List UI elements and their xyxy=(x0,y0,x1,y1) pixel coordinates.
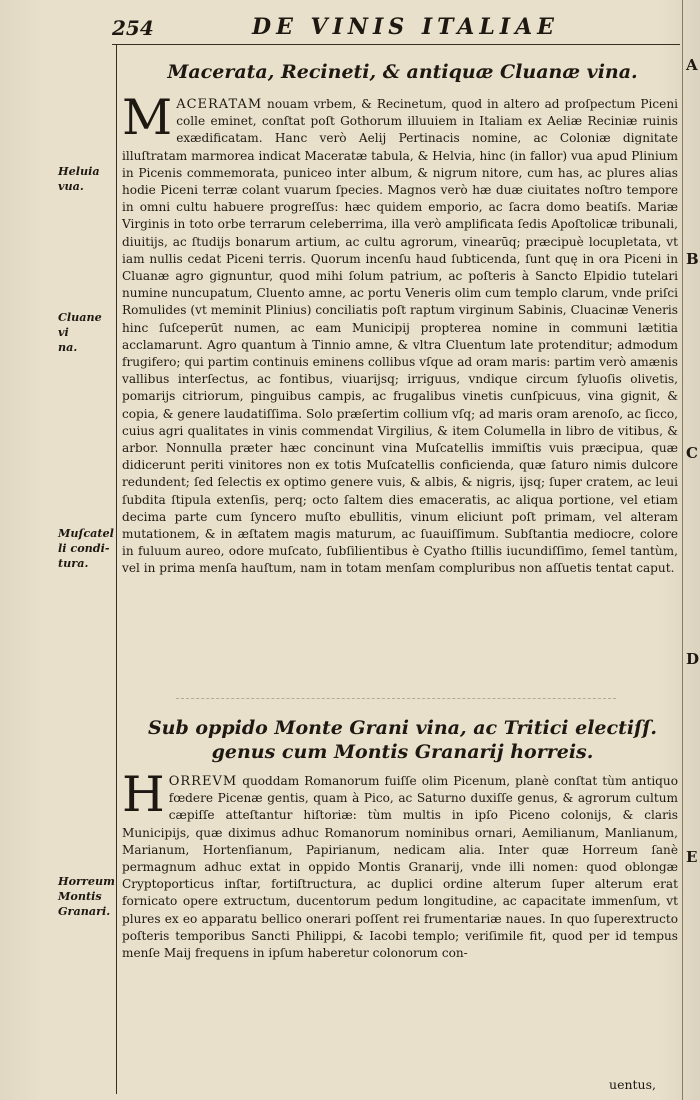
marginal-line: Heluia xyxy=(58,164,100,178)
drop-cap: M xyxy=(122,89,173,146)
marginal-line: Cluane vi xyxy=(58,310,102,339)
page-header xyxy=(112,14,680,45)
marginal-line: Granari. xyxy=(58,904,111,918)
section-heading-macerata: Macerata, Recineti, & antiquæ Cluanæ vina. xyxy=(167,61,638,83)
marginal-note-horreum xyxy=(58,874,114,919)
lead-word: ORREVM xyxy=(168,774,238,789)
section-letter-e: E xyxy=(686,848,698,866)
page-number: 254 xyxy=(112,16,154,40)
marginal-line: vua. xyxy=(58,179,84,193)
marginal-line: li condi- xyxy=(58,541,110,555)
marginal-line: Montis xyxy=(58,889,102,903)
catchword: uentus, xyxy=(609,1077,656,1092)
marginal-line: Horreum xyxy=(58,874,115,888)
outer-rule xyxy=(682,0,683,1100)
marginal-line: Muſcatel xyxy=(58,526,114,540)
marginal-note-heluia xyxy=(58,164,114,194)
drop-cap: H xyxy=(122,766,165,823)
marginal-note-cluana xyxy=(58,310,114,355)
section-body-macerata xyxy=(122,89,678,578)
marginal-line: na. xyxy=(58,340,78,354)
marginal-line: tura. xyxy=(58,556,89,570)
section-letter-c: C xyxy=(686,444,698,462)
marginal-note-muscatelli xyxy=(58,526,114,571)
margin-rule xyxy=(116,44,117,1094)
body-text: quoddam Romanorum fuiſſe olim Picenum, planè conſtat tùm antiquo fœdere Picenæ gentis, quam à Pico, ac Saturno duxiſſe genus, & agrorum cultum cæpiſſe atteſtantur hiſtoriæ: tùm multis in ipſo Piceno colonijs, & claris Municipijs, quæ diximus adhuc Romanorum nominibus ornari, Aemilianum, Manlianum, Marianum, Hortenſianum, Papirianum, nedicam alia. Inter quæ Horreum ſanè permagnum adhuc extat in oppido Montis Granarij, vnde illi nomen: quod oblongæ Cryptoporticus inſtar, fortiſtructura, ac duplici ordine alterum ſuper alterum erat fornicato opere extructum, ducentorum pedum longitudine, ac capacitate immenſum, vt plures ex eo apparatu bellico onerari poſſent rei frumentariæ naues. In quo ſuperextructo poſteris temporibus Sancti Philippi, & Iacobi templo; veriſimile fit, quod per id tempus menſe Maij frequens in ipſum haberetur colonorum con- xyxy=(122,774,678,961)
section-letter-d: D xyxy=(686,650,700,668)
section-letter-b: B xyxy=(686,250,699,268)
running-head: DE VINIS ITALIAE xyxy=(252,14,559,40)
section-heading-monte-grani: Sub oppido Monte Grani vina, ac Tritici electiſſ. genus cum Montis Granarij horreis. xyxy=(147,717,658,763)
lead-word: ACERATAM xyxy=(176,97,263,112)
body-text: nouam vrbem, & Recinetum, quod in altero ad proſpectum Piceni colle eminet, conſtat poſt Gothorum illuuiem in Italiam ex Aeliæ Reciniæ ruinis exædificatam. Hanc verò Aelij Pertinacis nomine, ac Coloniæ dignitate illuſtratam marmorea indicat Maceratæ tabula, & Helvia, hinc (in fallor) vua apud Plinium in Picenis commemorata, puniceo inter album, & nigrum nitore, cum has, ac plures alias hodie Piceni terræ colant vuarum ſpecies. Magnos verò hæ duæ ciuitates noſtro tempore in omni cultu habuere progreſſus: hæc quidem emporio, ac ſacra domo beatiſs. Mariæ Virginis in toto orbe terrarum celeberrima, illa verò amplificata ſedis Apoſtolicæ tribunali, diuitijs, ac ſtudijs bonarum artium, ac cultu agrorum, vinearūq; præcipuè locupletata, vt iam nullis cedat Piceni terris. Quorum incenſu haud ſubticenda, ſunt quę in ora Piceni in Cluanæ agro gignuntur, quod mihi ſolum patrium, ac poſteris à Sancto Elpidio tutelari numine nuncupatum, Cluento amne, ac portu Veneris olim cum templo clarum, vnde priſci Romulides (vt meminit Plinius) conciliatis poſt raptum virginum Sabinis, Cluacinæ Veneris hinc ſuſceperūt numen, ac eam Municipij propterea nomine in communi lætitia acclamarunt. Agro quantum à Tinnio amne, & vltra Cluentum late protenditur; admodum frugifero; qui partim continuis eminens collibus vſque ad oram maris: partim verò amænis vallibus interſectus, ac fontibus, viuarijsq; irriguus, vndique circum ſyluoſis olivetis, pomarijs citriorum, pinguibus campis, ac frugalibus vinetis cunſpicuus, vina gignit, & copia, & genere laudatiſſima. Solo præſertim collium vſq; ad maris oram arenoſo, ac ſicco, cuius agri qualitates in vinis commendat Virgilius, & item Columella in libro de vitibus, & arbor. Nonnulla præter hæc concinunt vina Muſcatellis immiſtis vuis præcipua, quæ didicerunt periti vinitores non ex totis Muſcatellis conficienda, quæ ſaturo nimis dulcore redundent; ſed ſelectis ex optimo genere vuis, & albis, & nigris, ijsq; ſuper cratem, ac leui ſubdita ſtipula extenſis, perq; octo ſaltem dies emaceratis, ac aliqua portione, vel etiam decima parte cum ſyncero muſto ebullitis, vinum eliciunt poſt primam, vel alteram mutationem, & in æſtatem magis maturum, ac ſuauiſſimum. Subſtantia mediocre, colore in fuluum aureo, odore muſcato, ſubſilientibus è Cyatho ſtillis iucundiſſimo, ſemel tantùm, vel in prima menſa hauſtum, nam in totam menſam compluribus non aſſuetis tentat caput. xyxy=(122,97,678,576)
section-divider xyxy=(176,698,616,699)
section-letter-a: A xyxy=(686,56,698,74)
section-body-horreum xyxy=(122,766,678,962)
